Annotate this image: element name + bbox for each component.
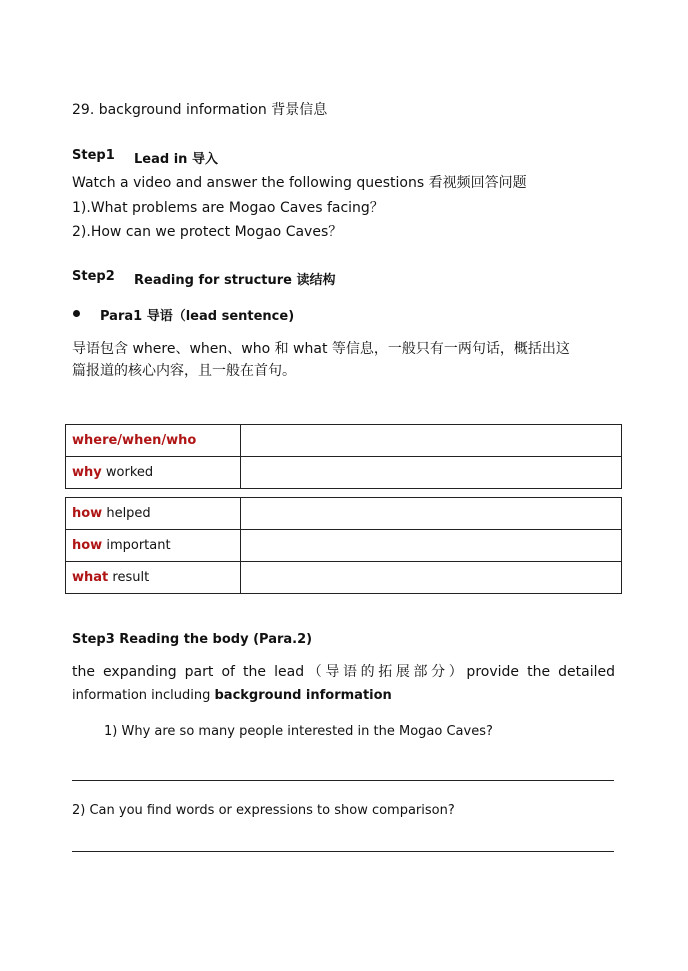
para1-heading: Para1 导语（lead sentence) xyxy=(100,309,295,324)
table-cell-label: how important xyxy=(66,530,241,562)
table-row xyxy=(66,562,622,594)
step1-question-2: 2).How can we protect Mogao Caves？ xyxy=(72,224,343,240)
table-cell-answer[interactable] xyxy=(241,562,622,594)
step1-question-1: 1).What problems are Mogao Caves facing？ xyxy=(72,200,384,216)
step1-instruction: Watch a video and answer the following questions 看视频回答问题 xyxy=(72,175,527,191)
table-cell-answer[interactable] xyxy=(241,530,622,562)
section-title: 29. background information 背景信息 xyxy=(72,102,328,118)
table-row xyxy=(66,498,622,530)
step3-explanation-line-1: the expanding part of the lead（导语的拓展部分）provide the detailed xyxy=(72,664,615,680)
lead-description-line-2: 篇报道的核心内容，且一般在首句。 xyxy=(72,363,296,379)
table-cell-answer[interactable] xyxy=(241,425,622,457)
answer-line-2[interactable] xyxy=(72,851,614,852)
table-cell-label: what result xyxy=(66,562,241,594)
table-cell-label: how helped xyxy=(66,498,241,530)
table-cell-answer[interactable] xyxy=(241,498,622,530)
table-row xyxy=(66,530,622,562)
table-row xyxy=(66,457,622,489)
table-cell-answer[interactable] xyxy=(241,457,622,489)
lead-description-line-1: 导语包含 where、when、who 和 what 等信息，一般只有一两句话，概括出这 xyxy=(72,341,570,357)
lead-table-1 xyxy=(65,424,622,489)
step3-heading: Step3 Reading the body (Para.2) xyxy=(72,632,313,647)
step3-explanation-line-2: information including background information xyxy=(72,688,392,703)
table-row xyxy=(66,425,622,457)
step2-label: Reading for structure 读结构 xyxy=(134,273,336,288)
step1-heading: Step1 xyxy=(72,148,115,163)
bullet-icon xyxy=(73,310,80,317)
table-cell-label: where/when/who xyxy=(66,425,241,457)
answer-line-1[interactable] xyxy=(72,780,614,781)
step3-question-1: 1) Why are so many people interested in the Mogao Caves? xyxy=(104,724,493,739)
table-cell-label: why worked xyxy=(66,457,241,489)
step3-question-2: 2) Can you find words or expressions to show comparison? xyxy=(72,803,455,818)
step2-heading: Step2 xyxy=(72,269,115,284)
lead-table-2 xyxy=(65,497,622,594)
step1-label: Lead in 导入 xyxy=(134,152,218,167)
